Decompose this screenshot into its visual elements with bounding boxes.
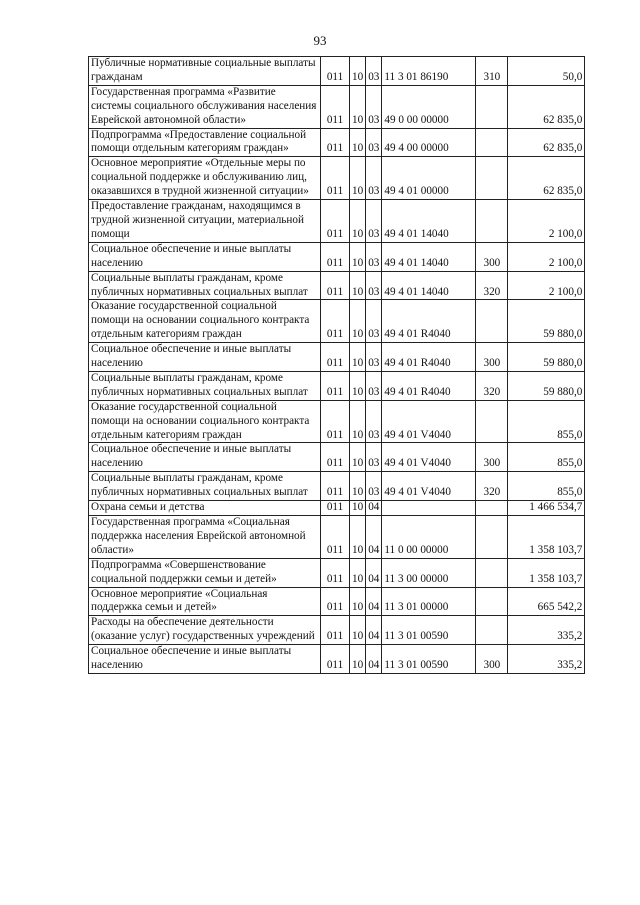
table-row [89,645,585,674]
ministry-code: 011 [321,343,350,372]
table-row [89,587,585,616]
section-code: 10 [350,200,366,243]
amount: 50,0 [508,57,585,86]
table-row [89,57,585,86]
target-item-code: 49 4 01 R4040 [382,300,476,343]
subsection-code: 04 [366,501,382,516]
section-code: 10 [350,587,366,616]
target-item-code: 49 4 01 V4040 [382,472,476,501]
amount: 2 100,0 [508,242,585,271]
subsection-code: 04 [366,516,382,559]
ministry-code: 011 [321,472,350,501]
ministry-code: 011 [321,371,350,400]
amount: 855,0 [508,400,585,443]
target-item-code: 49 4 01 00000 [382,157,476,200]
ministry-code: 011 [321,616,350,645]
subsection-code: 03 [366,200,382,243]
target-item-code: 49 4 01 V4040 [382,400,476,443]
subsection-code: 03 [366,443,382,472]
expense-type-code: 300 [476,645,508,674]
row-name: Государственная программа «Развитие системы социального обслуживания населения Еврейской автономной области» [89,85,321,128]
section-code: 10 [350,85,366,128]
subsection-code: 03 [366,157,382,200]
target-item-code: 11 0 00 00000 [382,516,476,559]
row-name: Оказание государственной социальной помощи на основании социального контракта отдельным категориям граждан [89,400,321,443]
amount: 62 835,0 [508,157,585,200]
target-item-code: 11 3 01 00590 [382,616,476,645]
target-item-code: 11 3 00 00000 [382,558,476,587]
table-row [89,200,585,243]
amount: 62 835,0 [508,85,585,128]
expense-type-code [476,128,508,157]
expense-type-code [476,200,508,243]
ministry-code: 011 [321,128,350,157]
ministry-code: 011 [321,501,350,516]
row-name: Социальные выплаты гражданам, кроме публичных нормативных социальных выплат [89,472,321,501]
amount: 1 358 103,7 [508,516,585,559]
section-code: 10 [350,157,366,200]
section-code: 10 [350,501,366,516]
amount: 1 466 534,7 [508,501,585,516]
target-item-code: 49 0 00 00000 [382,85,476,128]
section-code: 10 [350,516,366,559]
subsection-code: 03 [366,400,382,443]
target-item-code: 49 4 00 00000 [382,128,476,157]
ministry-code: 011 [321,271,350,300]
row-name: Социальные выплаты гражданам, кроме публичных нормативных социальных выплат [89,271,321,300]
row-name: Социальное обеспечение и иные выплаты населению [89,443,321,472]
section-code: 10 [350,645,366,674]
table-row [89,558,585,587]
amount: 855,0 [508,472,585,501]
expense-type-code: 300 [476,343,508,372]
ministry-code: 011 [321,300,350,343]
expense-type-code: 300 [476,242,508,271]
target-item-code: 49 4 01 R4040 [382,371,476,400]
subsection-code: 03 [366,300,382,343]
section-code: 10 [350,443,366,472]
subsection-code: 04 [366,645,382,674]
expense-type-code [476,516,508,559]
table-row [89,300,585,343]
subsection-code: 03 [366,85,382,128]
ministry-code: 011 [321,200,350,243]
expense-type-code [476,85,508,128]
ministry-code: 011 [321,157,350,200]
table-row [89,128,585,157]
subsection-code: 04 [366,616,382,645]
expense-type-code: 320 [476,472,508,501]
expense-type-code [476,501,508,516]
table-row [89,501,585,516]
table-row [89,472,585,501]
expense-type-code [476,587,508,616]
row-name: Социальное обеспечение и иные выплаты населению [89,645,321,674]
table-row [89,85,585,128]
target-item-code [382,501,476,516]
target-item-code: 49 4 01 14040 [382,242,476,271]
row-name: Оказание государственной социальной помощи на основании социального контракта отдельным категориям граждан [89,300,321,343]
expense-type-code [476,300,508,343]
row-name: Социальное обеспечение и иные выплаты населению [89,343,321,372]
expense-type-code [476,616,508,645]
row-name: Расходы на обеспечение деятельности (оказание услуг) государственных учреждений [89,616,321,645]
table-row [89,443,585,472]
table-row [89,242,585,271]
amount: 2 100,0 [508,271,585,300]
amount: 855,0 [508,443,585,472]
expense-type-code: 320 [476,371,508,400]
table-row [89,371,585,400]
subsection-code: 04 [366,558,382,587]
table-row [89,271,585,300]
row-name: Социальное обеспечение и иные выплаты населению [89,242,321,271]
subsection-code: 03 [366,343,382,372]
section-code: 10 [350,57,366,86]
table-row [89,157,585,200]
amount: 59 880,0 [508,300,585,343]
table-row [89,343,585,372]
expense-type-code [476,157,508,200]
ministry-code: 011 [321,645,350,674]
expense-type-code [476,400,508,443]
ministry-code: 011 [321,242,350,271]
section-code: 10 [350,300,366,343]
amount: 2 100,0 [508,200,585,243]
subsection-code: 03 [366,242,382,271]
row-name: Подпрограмма «Предоставление социальной помощи отдельным категориям граждан» [89,128,321,157]
table-row [89,400,585,443]
ministry-code: 011 [321,587,350,616]
section-code: 10 [350,242,366,271]
target-item-code: 49 4 01 R4040 [382,343,476,372]
section-code: 10 [350,128,366,157]
amount: 335,2 [508,645,585,674]
page-number: 93 [313,33,327,48]
section-code: 10 [350,472,366,501]
expense-type-code [476,558,508,587]
ministry-code: 011 [321,400,350,443]
row-name: Предоставление гражданам, находящимся в трудной жизненной ситуации, материальной помощи [89,200,321,243]
ministry-code: 011 [321,85,350,128]
expense-type-code: 320 [476,271,508,300]
section-code: 10 [350,343,366,372]
expense-type-code: 300 [476,443,508,472]
ministry-code: 011 [321,516,350,559]
subsection-code: 03 [366,371,382,400]
target-item-code: 49 4 01 V4040 [382,443,476,472]
table-row [89,616,585,645]
target-item-code: 49 4 01 14040 [382,271,476,300]
row-name: Социальные выплаты гражданам, кроме публичных нормативных социальных выплат [89,371,321,400]
budget-table [88,56,585,674]
section-code: 10 [350,371,366,400]
amount: 59 880,0 [508,371,585,400]
row-name: Публичные нормативные социальные выплаты гражданам [89,57,321,86]
row-name: Основное мероприятие «Отдельные меры по социальной поддержке и обслуживанию лиц, оказавшихся в трудной жизненной ситуации» [89,157,321,200]
target-item-code: 11 3 01 00590 [382,645,476,674]
expense-type-code: 310 [476,57,508,86]
row-name: Основное мероприятие «Социальная поддержка семьи и детей» [89,587,321,616]
section-code: 10 [350,400,366,443]
row-name: Охрана семьи и детства [89,501,321,516]
subsection-code: 03 [366,472,382,501]
subsection-code: 03 [366,57,382,86]
row-name: Государственная программа «Социальная поддержка населения Еврейской автономной области» [89,516,321,559]
section-code: 10 [350,271,366,300]
section-code: 10 [350,616,366,645]
amount: 665 542,2 [508,587,585,616]
subsection-code: 03 [366,128,382,157]
ministry-code: 011 [321,57,350,86]
amount: 1 358 103,7 [508,558,585,587]
amount: 59 880,0 [508,343,585,372]
section-code: 10 [350,558,366,587]
subsection-code: 04 [366,587,382,616]
target-item-code: 11 3 01 86190 [382,57,476,86]
subsection-code: 03 [366,271,382,300]
row-name: Подпрограмма «Совершенствование социальной поддержки семьи и детей» [89,558,321,587]
amount: 335,2 [508,616,585,645]
amount: 62 835,0 [508,128,585,157]
ministry-code: 011 [321,558,350,587]
target-item-code: 49 4 01 14040 [382,200,476,243]
ministry-code: 011 [321,443,350,472]
target-item-code: 11 3 01 00000 [382,587,476,616]
table-row [89,516,585,559]
